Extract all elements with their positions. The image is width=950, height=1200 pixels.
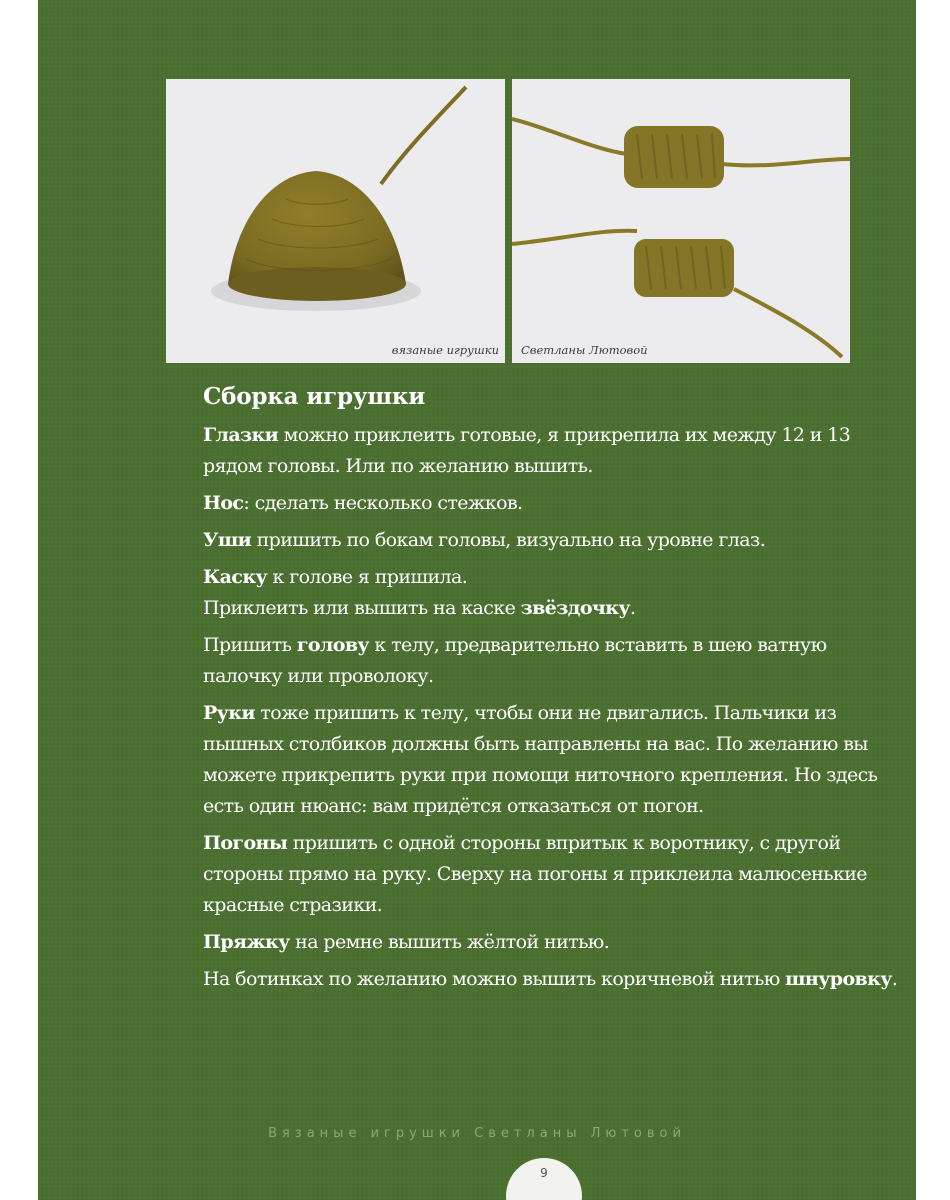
bold-keyword: Пряжку (203, 931, 290, 953)
paragraph-text: пришить с одной стороны впритык к воротнику, с другой стороны прямо на руку. Сверху на погоны я приклеила малюсенькие красные стразики. (203, 832, 867, 916)
instruction-paragraph (203, 488, 903, 519)
epaulettes-illustration (512, 79, 850, 363)
instruction-paragraphs (203, 420, 903, 995)
paragraph-text: . (891, 968, 898, 990)
bold-keyword: Погоны (203, 832, 288, 854)
book-page (38, 0, 916, 1200)
paragraph-text: к телу, предварительно вставить в шею ватную палочку или проволоку. (203, 634, 827, 687)
photo-watermark-left: вязаные игрушки (391, 343, 499, 357)
bold-keyword: Нос (203, 492, 244, 514)
instruction-paragraph (203, 420, 903, 482)
instruction-paragraph (203, 630, 903, 692)
photo-crocheted-epaulettes (512, 79, 850, 363)
page-footer: Вязаные игрушки Светланы Лютовой (268, 1126, 686, 1141)
instruction-paragraph (203, 562, 903, 624)
paragraph-text: . (629, 597, 636, 619)
paragraph-text: Пришить (203, 634, 297, 656)
instruction-paragraph (203, 698, 903, 822)
paragraph-text: тоже пришить к телу, чтобы они не двигались. Пальчики из пышных столбиков должны быть направлены на вас. По желанию вы можете прикрепить руки при помощи ниточного крепления. Но здесь есть один нюанс: вам придётся отказаться от погон. (203, 702, 878, 817)
instruction-paragraph (203, 525, 903, 556)
bold-keyword: голову (296, 634, 369, 656)
photo-crocheted-helmet (166, 79, 505, 363)
paragraph-text: можно приклеить готовые, я прикрепила их между 12 и 13 рядом головы. Или по желанию вышить. (203, 424, 851, 477)
paragraph-text: пришить по бокам головы, визуально на уровне глаз. (251, 529, 766, 551)
instruction-paragraph (203, 964, 903, 995)
bold-keyword: звёздочку (520, 597, 630, 619)
paragraph-text: Приклеить или вышить на каске (203, 597, 521, 619)
instruction-paragraph (203, 927, 903, 958)
instructions-body (203, 380, 903, 1001)
bold-keyword: Глазки (203, 424, 279, 446)
paragraph-text: на ремне вышить жёлтой нитью. (289, 931, 610, 953)
page-number: 9 (540, 1166, 548, 1180)
page-number-badge (506, 1158, 582, 1200)
section-heading: Сборка игрушки (203, 383, 426, 410)
paragraph-text: к голове я пришила. (267, 566, 468, 588)
photo-watermark-right: Светланы Лютовой (521, 343, 648, 357)
bold-keyword: Руки (203, 702, 255, 724)
instruction-paragraph (203, 828, 903, 921)
bold-keyword: Уши (203, 529, 252, 551)
bold-keyword: шнуровку (785, 968, 892, 990)
bold-keyword: Каску (203, 566, 268, 588)
paragraph-text: На ботинках по желанию можно вышить коричневой нитью (203, 968, 786, 990)
helmet-illustration (166, 79, 505, 363)
paragraph-text: : сделать несколько стежков. (243, 492, 523, 514)
